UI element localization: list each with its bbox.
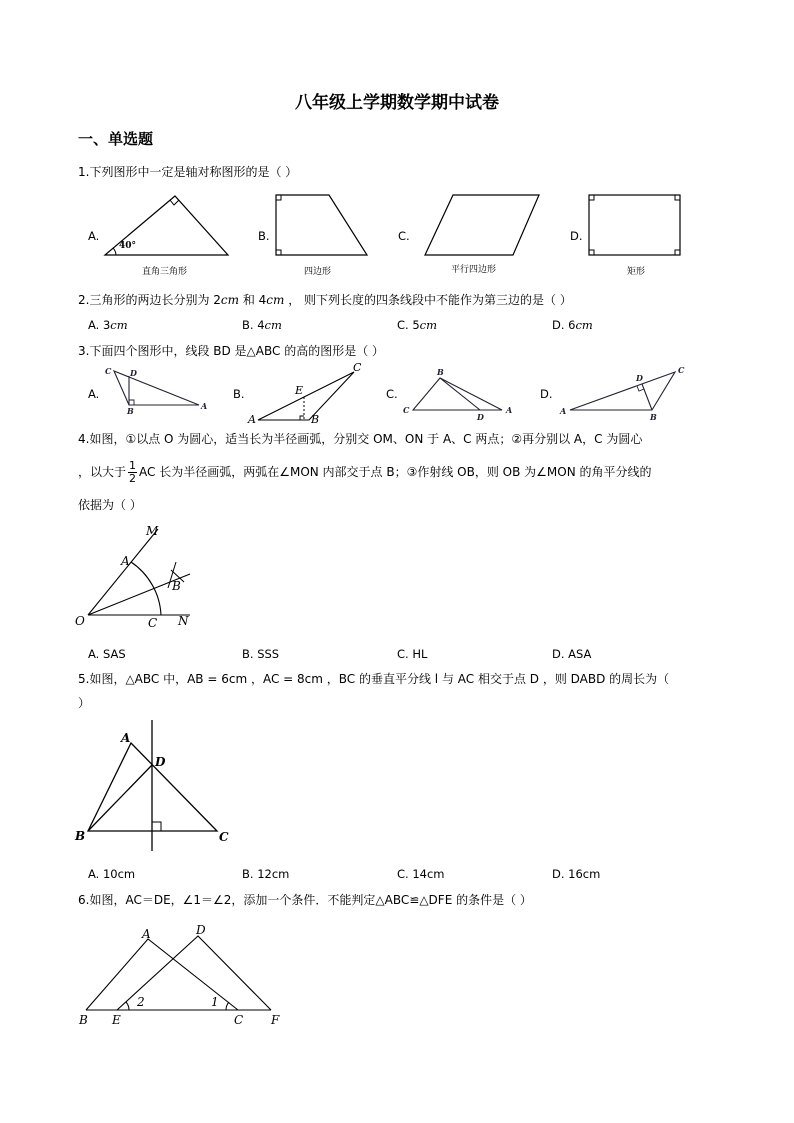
q1-caption-a: 直角三角形 (142, 267, 188, 277)
q4-label-b: B (172, 579, 181, 593)
q5-label-b: B (75, 829, 86, 843)
q3d-label-d: D (636, 373, 643, 383)
q3-option-d-letter[interactable]: D. (540, 387, 553, 401)
q6-label-a: A (142, 927, 151, 941)
q6-label-angle-2: 2 (137, 995, 145, 1009)
q5-option-c[interactable]: C. 14cm (397, 867, 445, 881)
q1-caption-d: 矩形 (627, 267, 646, 277)
q4-stem-line2: ，以大于 $\frac{1}{2}$ AC 长为半径画弧，两弧在∠MON 内部交于点 B；③作射线 OB，则 OB 为∠MON 的角平分线的 (78, 459, 652, 485)
q1-stem: 1.下列图形中一定是轴对称图形的是（ ） (78, 165, 298, 179)
q5-stem-line1: 5.如图，△ABC 中，AB = 6cm ，AC = 8cm ，BC 的垂直平分线 l 与 AC 相交于点 D ，则 DABD 的周长为（ (78, 672, 670, 686)
q6-label-angle-1: 1 (211, 995, 219, 1009)
q3c-label-b: B (437, 367, 444, 377)
q3b-label-e: E (295, 384, 304, 397)
q2-option-d[interactable]: D. 6cm (552, 318, 593, 332)
q3d-label-a: A (560, 406, 567, 416)
q5-option-d[interactable]: D. 16cm (552, 867, 601, 881)
q6-label-d: D (196, 923, 206, 937)
q2-stem: 2.三角形的两边长分别为 2cm 和 4cm ， 则下列长度的四条线段中不能作为第三边的是（ ） (78, 293, 572, 307)
q3c-label-c: C (403, 405, 410, 415)
q3d-label-b: B (650, 412, 657, 422)
q2-option-a[interactable]: A. 3cm (88, 318, 128, 332)
q4-stem-line1: 4.如图，①以点 O 为圆心，适当长为半径画弧，分别交 OM、ON 于 A、C 两点；②再分别以 A，C 为圆心 (78, 432, 643, 446)
q3b-label-a: A (248, 413, 256, 426)
q4-option-b[interactable]: B. SSS (242, 647, 280, 661)
q5-label-d: D (155, 755, 166, 769)
q3b-label-b: B (311, 413, 320, 426)
q4-option-a[interactable]: A. SAS (88, 647, 126, 661)
q4-stem-line3: 依据为（ ） (78, 498, 142, 512)
q1-angle-label: 40° (119, 241, 137, 251)
q6-label-c: C (234, 1013, 244, 1027)
q3b-label-c: C (353, 361, 362, 374)
q4-label-n: N (178, 614, 189, 628)
q1-option-d-letter[interactable]: D. (570, 229, 583, 243)
section-heading: 一、单选题 (78, 130, 154, 148)
q3-option-b-letter[interactable]: B. (233, 387, 245, 401)
q4-label-m: M (146, 524, 159, 538)
q5-label-c: C (219, 830, 229, 844)
q3a-label-d: D (130, 368, 137, 378)
q6-label-f: F (271, 1013, 280, 1027)
q2-option-c[interactable]: C. 5cm (397, 318, 438, 332)
q3-stem: 3.下面四个图形中，线段 BD 是△ABC 的高的图形是（ ） (78, 344, 385, 358)
q5-option-a[interactable]: A. 10cm (88, 867, 136, 881)
q6-label-e: E (112, 1013, 121, 1027)
q3c-label-d: D (477, 412, 484, 422)
q1-option-a-letter[interactable]: A. (88, 229, 100, 243)
q6-label-b: B (79, 1013, 88, 1027)
q4-label-o: O (75, 614, 85, 628)
q3a-label-c: C (105, 366, 112, 376)
q4-option-c[interactable]: C. HL (397, 647, 428, 661)
q1-option-b-letter[interactable]: B. (258, 229, 270, 243)
q4-label-c: C (148, 616, 158, 630)
q3d-label-c: C (678, 365, 685, 375)
page-title: 八年级上学期数学期中试卷 (295, 93, 499, 113)
q3c-label-a: A (506, 405, 513, 415)
q5-label-a: A (121, 731, 131, 745)
q1-caption-c: 平行四边形 (451, 265, 497, 275)
q4-option-d[interactable]: D. ASA (552, 647, 592, 661)
q3-option-a-letter[interactable]: A. (88, 387, 100, 401)
q2-option-b[interactable]: B. 4cm (242, 318, 282, 332)
q5-option-b[interactable]: B. 12cm (242, 867, 290, 881)
q4-label-a: A (121, 554, 130, 568)
q3a-label-b: B (127, 406, 134, 416)
q1-option-c-letter[interactable]: C. (398, 229, 410, 243)
q1-caption-b: 四边形 (304, 267, 332, 277)
q6-stem: 6.如图，AC＝DE，∠1＝∠2，添加一个条件．不能判定△ABC≌△DFE 的条件是（ ） (78, 893, 532, 907)
fraction-half: $\frac{1}{2}$ (129, 459, 137, 485)
q3-option-c-letter[interactable]: C. (386, 387, 398, 401)
q5-stem-line2: ） (78, 696, 91, 710)
q3a-label-a: A (201, 401, 208, 411)
